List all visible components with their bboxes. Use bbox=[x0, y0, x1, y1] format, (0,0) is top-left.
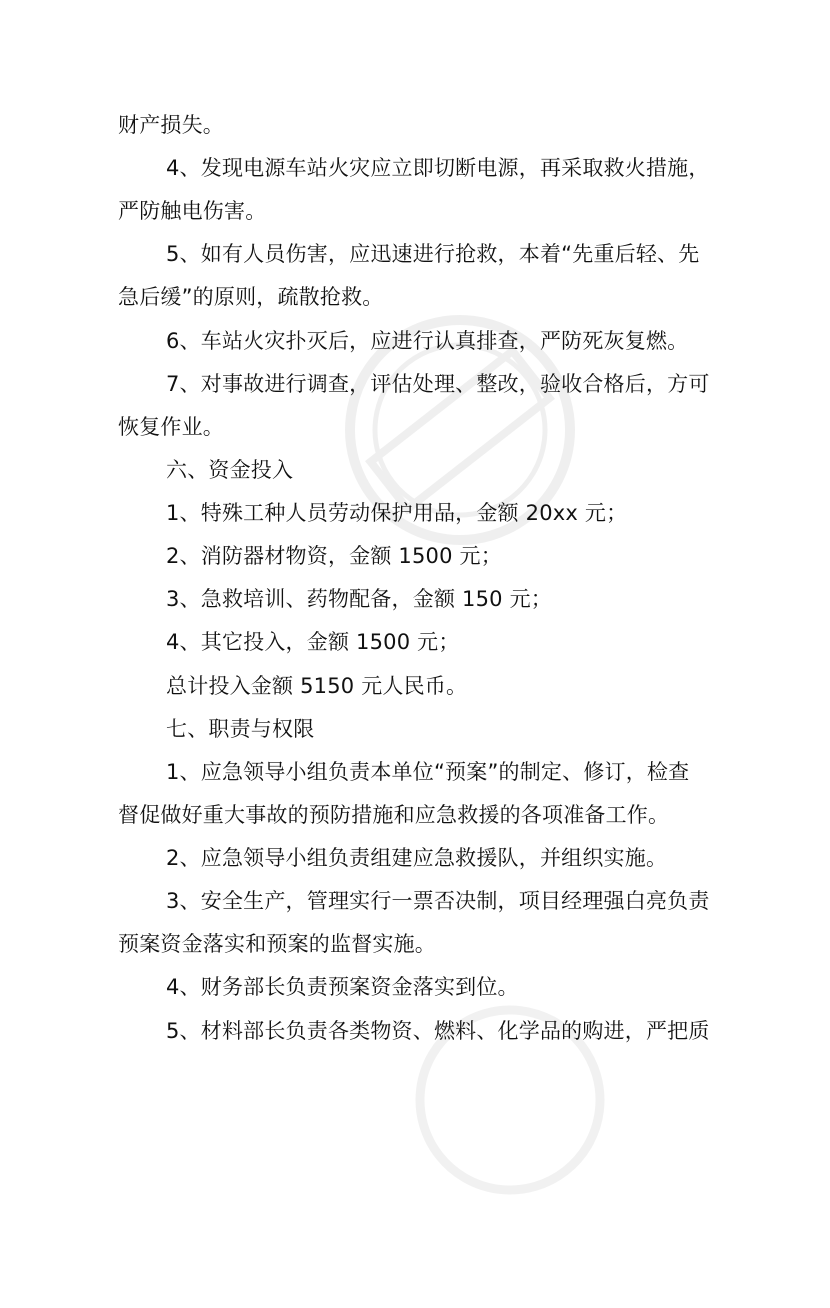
text-line-7: 7、对事故进行调查，评估处理、整改，验收合格后，方可 bbox=[166, 372, 710, 396]
text-line-22: 5、材料部长负责各类物资、燃料、化学品的购进，严把质 bbox=[166, 1019, 710, 1043]
text-line-17: 督促做好重大事故的预防措施和应急救援的各项准备工作。 bbox=[118, 803, 670, 827]
text-line-10: 1、特殊工种人员劳动保护用品，金额 20xx 元； bbox=[166, 501, 628, 525]
text-line-18: 2、应急领导小组负责组建应急救援队，并组织实施。 bbox=[166, 846, 668, 870]
section-heading-duties: 七、职责与权限 bbox=[166, 717, 315, 741]
text-line-12: 3、急救培训、药物配备，金额 150 元； bbox=[166, 587, 552, 611]
text-line-4: 5、如有人员伤害，应迅速进行抢救，本着“先重后轻、先 bbox=[166, 242, 700, 266]
text-line-20: 预案资金落实和预案的监督实施。 bbox=[118, 932, 436, 956]
text-line-16: 1、应急领导小组负责本单位“预案”的制定、修订，检查 bbox=[166, 760, 690, 784]
text-line-8: 恢复作业。 bbox=[118, 415, 224, 439]
text-line-11: 2、消防器材物资，金额 1500 元； bbox=[166, 544, 502, 568]
text-line-1: 财产损失。 bbox=[118, 113, 224, 137]
text-line-6: 6、车站火灾扑灭后，应进行认真排查，严防死灰复燃。 bbox=[166, 329, 689, 353]
text-line-21: 4、财务部长负责预案资金落实到位。 bbox=[166, 975, 519, 999]
text-line-14: 总计投入金额 5150 元人民币。 bbox=[166, 674, 468, 698]
text-line-19: 3、安全生产，管理实行一票否决制，项目经理强白亮负责 bbox=[166, 889, 710, 913]
text-line-5: 急后缓”的原则，疏散抢救。 bbox=[118, 285, 384, 309]
section-heading-funding: 六、资金投入 bbox=[166, 458, 294, 482]
text-line-13: 4、其它投入，金额 1500 元； bbox=[166, 630, 460, 654]
text-line-2: 4、发现电源车站火灾应立即切断电源，再采取救火措施， bbox=[166, 156, 710, 180]
text-line-3: 严防触电伤害。 bbox=[118, 199, 267, 223]
